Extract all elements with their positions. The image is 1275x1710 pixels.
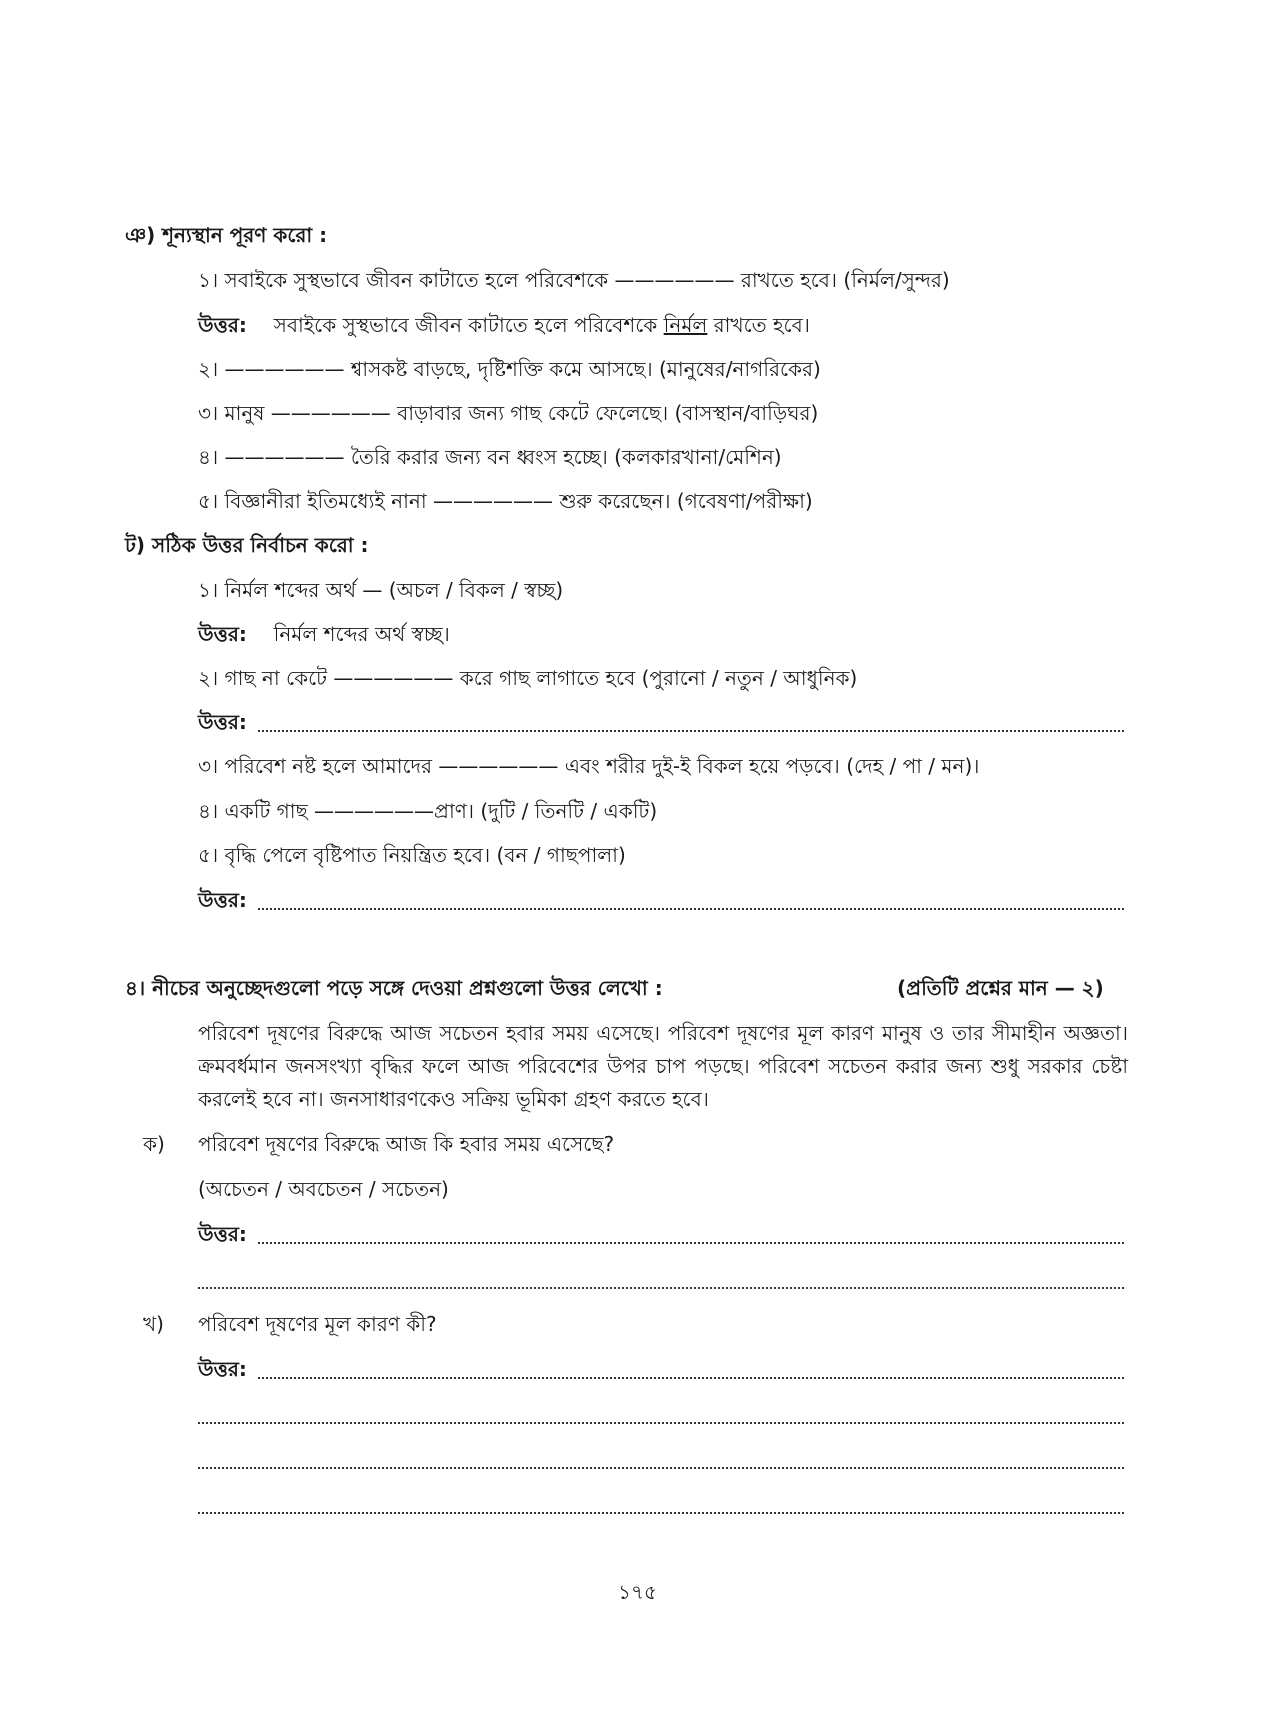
fill-question-4: ৪। —————— তৈরি করার জন্য বন ধ্বংস হচ্ছে। (কলকারখানা/মেশিন) <box>198 445 782 469</box>
question-label-ka: ক) <box>143 1132 165 1156</box>
comprehension-passage: পরিবেশ দূষণের বিরুদ্ধে আজ সচেতন হবার সময় এসেছে। পরিবেশ দূষণের মূল কারণ মানুষ ও তার সীমাহীন অজ্ঞতা। ক্রমবর্ধমান জনসংখ্যা বৃদ্ধির ফলে আজ পরিবেশের উপর চাপ পড়ছে। পরিবেশ সচেতন করার জন্য শুধু সরকার চেষ্টা করলেই হবে না। জনসাধারণকেও সক্রিয় ভূমিকা গ্রহণ করতে হবে। <box>198 1021 1128 1111</box>
answer-line[interactable] <box>198 1512 1124 1514</box>
section-fill-blanks-heading: ঞ) শূন্যস্থান পূরণ করো : <box>125 223 328 247</box>
mcq-answer-1 <box>198 620 450 648</box>
answer-line[interactable] <box>198 1287 1124 1289</box>
comprehension-heading: ৪। নীচের অনুচ্ছেদগুলো পড়ে সঙ্গে দেওয়া প্রশ্নগুলো উত্তর লেখো : <box>125 976 663 1000</box>
fill-question-3: ৩। মানুষ —————— বাড়াবার জন্য গাছ কেটে ফেলেছে। (বাসস্থান/বাড়িঘর) <box>198 401 819 425</box>
mcq-question-3: ৩। পরিবেশ নষ্ট হলে আমাদের —————— এবং শরীর দুই-ই বিকল হয়ে পড়বে। (দেহ / পা / মন)। <box>198 754 980 778</box>
answer-label: উত্তর: <box>198 888 247 912</box>
answer-label: উত্তর: <box>198 313 247 337</box>
answer-fill-word: নির্মল <box>663 313 708 337</box>
mcq-question-1: ১। নির্মল শব্দের অর্থ — (অচল / বিকল / স্বচ্ছ) <box>198 578 564 602</box>
question-label-kha: খ) <box>143 1312 164 1336</box>
answer-label: উত্তর: <box>198 1222 247 1246</box>
answer-line[interactable] <box>258 908 1124 910</box>
fill-question-1: ১। সবাইকে সুস্থভাবে জীবন কাটাতে হলে পরিবেশকে —————— রাখতে হবে। (নির্মল/সুন্দর) <box>198 268 950 292</box>
answer-text: নির্মল শব্দের অর্থ স্বচ্ছ। <box>273 622 450 646</box>
fill-question-5: ৫। বিজ্ঞানীরা ইতিমধ্যেই নানা —————— শুরু করেছেন। (গবেষণা/পরীক্ষা) <box>198 489 813 513</box>
mcq-question-2: ২। গাছ না কেটে —————— করে গাছ লাগাতে হবে (পুরানো / নতুন / আধুনিক) <box>198 666 858 690</box>
answer-line[interactable] <box>258 1377 1124 1379</box>
answer-label: উত্তর: <box>198 1357 247 1381</box>
answer-line[interactable] <box>258 1242 1124 1244</box>
fill-answer-1 <box>198 311 810 339</box>
mcq-question-4: ৪। একটি গাছ ——————প্রাণ। (দুটি / তিনটি / একটি) <box>198 799 658 823</box>
question-ka-options: (অচেতন / অবচেতন / সচেতন) <box>198 1177 449 1201</box>
answer-label: উত্তর: <box>198 710 247 734</box>
answer-label: উত্তর: <box>198 622 247 646</box>
marks-label: (প্রতিটি প্রশ্নের মান — ২) <box>897 976 1104 1000</box>
section-mcq-heading: ট) সঠিক উত্তর নির্বাচন করো : <box>125 533 369 557</box>
mcq-question-5: ৫। বৃদ্ধি পেলে বৃষ্টিপাত নিয়ন্ত্রিত হবে। (বন / গাছপালা) <box>198 843 626 867</box>
question-ka: পরিবেশ দূষণের বিরুদ্ধে আজ কি হবার সময় এসেছে? <box>198 1132 615 1156</box>
page-number: ১৭৫ <box>618 1580 657 1604</box>
question-kha: পরিবেশ দূষণের মূল কারণ কী? <box>198 1312 437 1336</box>
answer-line[interactable] <box>198 1467 1124 1469</box>
fill-question-2: ২। —————— শ্বাসকষ্ট বাড়ছে, দৃষ্টিশক্তি কমে আসছে। (মানুষের/নাগরিকের) <box>198 357 821 381</box>
answer-line[interactable] <box>198 1422 1124 1424</box>
answer-text-pre: সবাইকে সুস্থভাবে জীবন কাটাতে হলে পরিবেশকে <box>273 313 664 337</box>
answer-text-post: রাখতে হবে। <box>707 313 810 337</box>
answer-line[interactable] <box>258 730 1124 732</box>
